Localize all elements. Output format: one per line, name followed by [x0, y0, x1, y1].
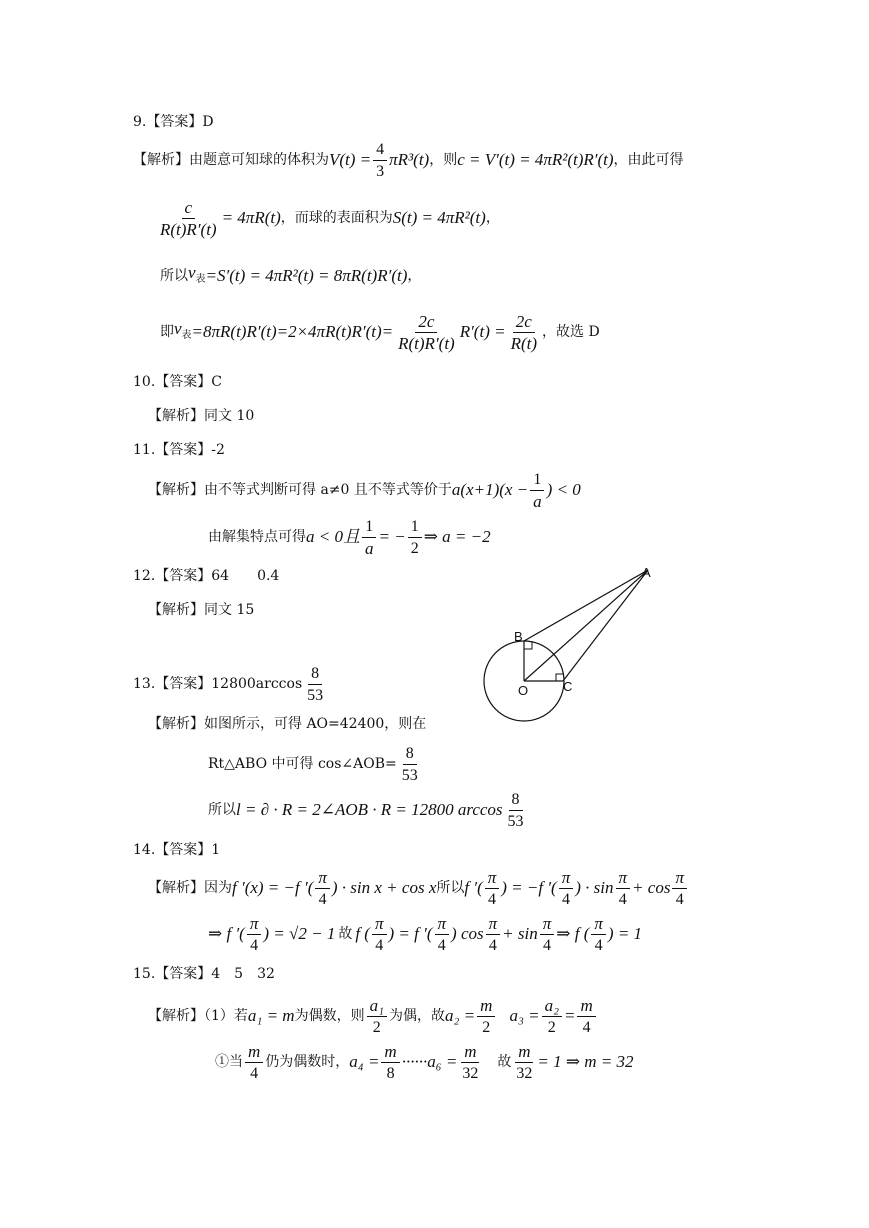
right-angle-c [556, 674, 563, 681]
q14-analysis-line1 [148, 866, 689, 910]
one-over-a-fraction: $\frac{1}{a}$ [530, 470, 545, 511]
text: ①当 [215, 1054, 243, 1070]
fraction-rhs: = 4πR(t) [221, 208, 281, 227]
expr: ⇒ f ( [556, 924, 590, 943]
q11-analysis-line2 [208, 515, 491, 559]
text: 由题意可知球的体积为 [189, 152, 329, 168]
text: 为偶，故 [389, 1008, 446, 1024]
q12-analysis: 【解析】同文 15 [148, 602, 255, 618]
cos-fraction: $\frac{8}{53}$ [401, 744, 418, 784]
text: 【解析】由不等式判断可得 a≠0 且不等式等价于 [148, 482, 452, 498]
q9-answer: 9.【答案】D [133, 114, 214, 130]
expr: ) = 1 [607, 924, 643, 943]
q13-analysis-line3 [208, 788, 529, 832]
line-ab [524, 570, 648, 641]
c-expression: c = V′(t) = 4πR²(t)R′(t) [457, 150, 614, 169]
q9-analysis-line4 [160, 310, 600, 354]
q11-analysis-line1 [148, 468, 581, 512]
v-symbol: $v_表$ [174, 318, 192, 341]
expr: a₂ = [445, 1006, 476, 1025]
expr: a₁ = m [247, 1006, 295, 1025]
q9-analysis-line3 [160, 264, 421, 288]
text: 所以 [160, 268, 188, 284]
line-ac [563, 570, 648, 681]
expr: a₆ = [427, 1052, 458, 1071]
geometry-figure [470, 555, 670, 735]
q9-analysis-line1 [133, 140, 684, 180]
q14-answer: 14.【答案】1 [133, 842, 221, 858]
pi-over-4: $\frac{\pi}{4}$ [315, 868, 330, 909]
pi-over-4: $\frac{\pi}{4}$ [559, 868, 574, 909]
expr: ) cos [451, 924, 484, 943]
q12-answer: 12.【答案】64 0.4 [133, 568, 280, 584]
label-c: C [563, 679, 573, 694]
pi-over-4: $\frac{\pi}{4}$ [591, 914, 606, 955]
a1-over-2: $\frac{\text{a₁}}{2}$ [367, 996, 387, 1037]
label-a: A [642, 565, 651, 580]
q9-analysis-line2 [155, 196, 500, 240]
expr: ⇒ f ′( [208, 924, 245, 943]
text: 即 [160, 324, 174, 340]
c-over-r-fraction: $\frac{c}{R(t)R'(t)}$ [160, 197, 217, 239]
text: 所以 [208, 802, 236, 818]
v-symbol: $v_表$ [188, 262, 206, 285]
two-c-fraction: $\frac{2c}{R(t)R'(t)}$ [398, 311, 455, 353]
q13-answer [133, 662, 328, 706]
pi-over-4: $\frac{\pi}{4}$ [672, 868, 687, 909]
m-over-4: $\frac{m}{4}$ [577, 996, 595, 1037]
q15-analysis-line1 [148, 994, 598, 1038]
expr: + sin [502, 924, 538, 943]
text: 所以 [436, 880, 465, 896]
text: 【解析】因为 [148, 880, 232, 896]
pi-over-4: $\frac{\pi}{4}$ [485, 868, 500, 909]
expr: a₄ = [349, 1052, 380, 1071]
m-over-8: $\frac{m}{8}$ [381, 1042, 399, 1083]
text: 故 [497, 1054, 512, 1070]
equals-minus: = − [378, 527, 406, 546]
q11-answer: 11.【答案】-2 [133, 442, 225, 458]
analysis-tag: 【解析】 [133, 152, 189, 168]
derivative-eq-rest: ) · sin x + cos x [331, 878, 437, 897]
label-b: B [514, 629, 523, 644]
inequality-lhs: a(x+1)(x − [451, 480, 529, 499]
expr: ) · sin [575, 878, 614, 897]
text: 故 [338, 926, 353, 942]
expr: a₃ = [509, 1006, 540, 1025]
two-c-over-r-fraction: $\frac{2c}{R(t)}$ [510, 311, 538, 353]
line3-expression: =S′(t) = 4πR²(t) = 8πR(t)R′(t) [205, 266, 408, 285]
volume-rhs: πR³(t) [389, 150, 430, 169]
text: 【解析】（1）若 [148, 1008, 248, 1024]
inequality-rhs: ) < 0 [546, 480, 581, 499]
expr: = 1 ⇒ m = 32 [537, 1052, 634, 1071]
expr: ) = f ′( [388, 924, 433, 943]
surface-expression: S(t) = 4πR²(t) [392, 208, 486, 227]
condition: a < 0且 [306, 527, 360, 546]
q14-analysis-line2 [208, 912, 642, 956]
pi-over-4: $\frac{\pi}{4}$ [486, 914, 501, 955]
m-over-32: $\frac{m}{32}$ [462, 1041, 479, 1082]
fraction-one-over-a: $\frac{1}{a}$ [362, 517, 377, 558]
pi-over-4: $\frac{\pi}{4}$ [540, 914, 555, 955]
text: ， [485, 210, 500, 226]
volume-lhs: V(t) = [329, 150, 372, 169]
q15-analysis-line2 [215, 1040, 634, 1084]
label-o: O [518, 683, 529, 698]
q13-analysis: 【解析】如图所示，可得 AO=42400，则在 [148, 716, 427, 732]
a2-over-2: $\frac{\text{a₂}}{2}$ [542, 996, 562, 1037]
line4-mid: R′(t) = [459, 322, 506, 341]
pi-over-4: $\frac{\pi}{4}$ [247, 914, 262, 955]
expr: f ′( [464, 878, 483, 897]
answer-fraction: $\frac{8}{53}$ [307, 664, 324, 704]
line4-expression: =8πR(t)R′(t)=2×4πR(t)R′(t)= [191, 322, 394, 341]
fraction-one-half: $\frac{1}{2}$ [408, 517, 422, 558]
m-over-4: $\frac{m}{4}$ [245, 1042, 263, 1083]
arccos-fraction: $\frac{8}{53}$ [507, 790, 524, 830]
q10-analysis: 【解析】同文 10 [148, 408, 255, 424]
q15-answer: 15.【答案】4 5 32 [133, 966, 275, 982]
m-over-32: $\frac{m}{32}$ [516, 1041, 533, 1082]
text: 为偶数，则 [294, 1008, 365, 1024]
pi-over-4: $\frac{\pi}{4}$ [372, 914, 387, 955]
expr: ) = √2 − 1 [263, 924, 336, 943]
answer-label: 13.【答案】12800arccos [133, 676, 303, 692]
pi-over-4: $\frac{\pi}{4}$ [435, 914, 450, 955]
q10-answer: 10.【答案】C [133, 374, 222, 390]
expr: + cos [632, 878, 671, 897]
m-over-2: $\frac{m}{2}$ [477, 996, 495, 1037]
text: ，故选 D [542, 324, 600, 340]
text: ，由此可得 [613, 152, 684, 168]
volume-fraction: $\frac{4}{3}$ [373, 140, 387, 181]
text: ， [407, 268, 422, 284]
text: Rt△ABO 中可得 cos∠AOB= [208, 756, 397, 772]
expr: f ( [355, 924, 370, 943]
expr: ) = −f ′( [501, 878, 557, 897]
text: 仍为偶数时， [265, 1054, 350, 1070]
text: ，则 [429, 152, 458, 168]
expr: = [564, 1006, 576, 1025]
q13-analysis-line2 [208, 742, 423, 786]
line-ao [524, 570, 648, 681]
arc-length-expression: l = ∂ · R = 2∠AOB · R = 12800 arccos [236, 800, 503, 819]
right-angle-b [524, 641, 532, 649]
text: 由解集特点可得 [208, 529, 306, 545]
result: ⇒ a = −2 [423, 527, 491, 546]
text: ，而球的表面积为 [280, 210, 393, 226]
pi-over-4: $\frac{\pi}{4}$ [616, 868, 631, 909]
expr: ······ [401, 1052, 428, 1071]
derivative-eq: f ′(x) = −f ′( [232, 878, 314, 897]
